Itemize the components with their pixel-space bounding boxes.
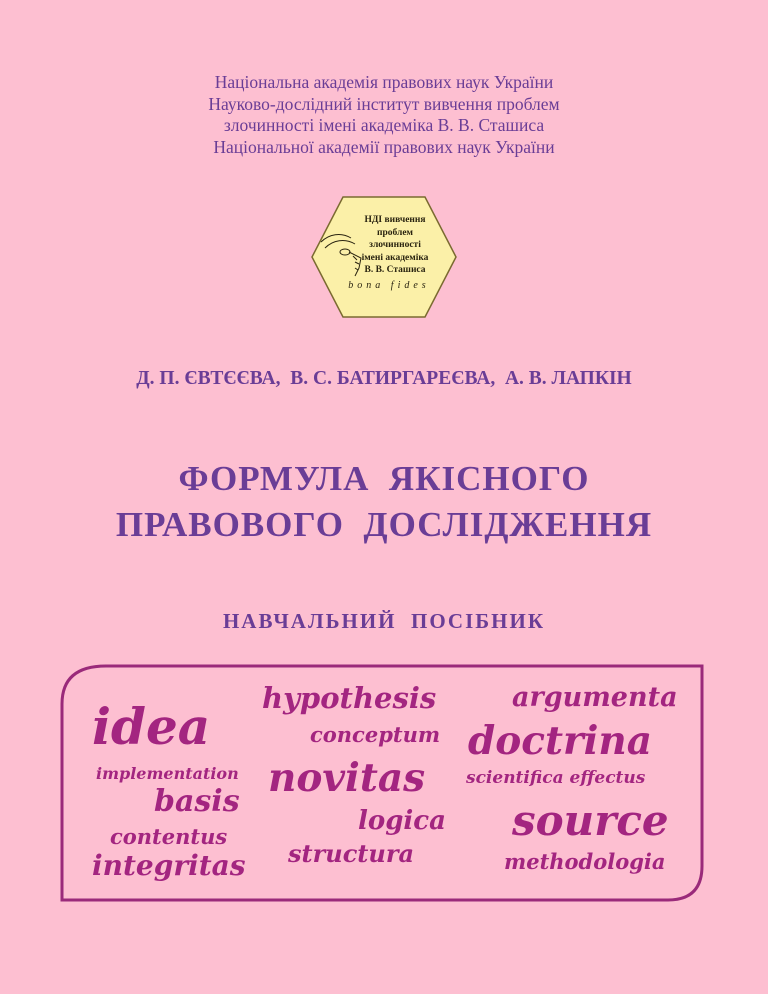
word-basis: basis xyxy=(154,784,240,819)
word-scientifica-effectus: scientifica effectus xyxy=(466,768,646,788)
logo-text-line: НДІ вивчення xyxy=(364,215,426,225)
word-contentus: contentus xyxy=(110,824,228,849)
institution-line: Науково-дослідний інститут вивчення проблем xyxy=(208,93,560,114)
logo-text-line: злочинності xyxy=(369,240,421,250)
logo-text-line: імені академіка xyxy=(361,252,429,263)
word-idea: idea xyxy=(92,697,211,756)
word-doctrina: doctrina xyxy=(468,718,653,764)
institution-line: Національна академія правових наук України xyxy=(214,72,554,92)
word-hypothesis: hypothesis xyxy=(262,681,437,715)
logo-text-line: В. В. Сташиса xyxy=(364,265,426,275)
word-integritas: integritas xyxy=(92,849,246,882)
logo-text xyxy=(355,214,435,277)
title-line: ПРАВОВОГО ДОСЛІДЖЕННЯ xyxy=(115,505,653,544)
word-source: source xyxy=(512,796,669,845)
book-subtitle: НАВЧАЛЬНИЙ ПОСІБНИК xyxy=(222,609,546,633)
institution-header xyxy=(0,72,768,158)
institution-line: злочинності імені академіка В. В. Сташиса xyxy=(223,115,545,135)
word-methodologia: methodologia xyxy=(504,849,666,874)
word-structura: structura xyxy=(288,839,415,868)
institute-logo xyxy=(311,196,457,318)
logo-motto: bona fides xyxy=(348,280,430,291)
word-argumenta: argumenta xyxy=(512,682,678,713)
institution-line: Національної академії правових наук України xyxy=(213,136,555,157)
word-implementation: implementation xyxy=(96,764,239,783)
logo-text-line: проблем xyxy=(376,227,414,238)
title-line: ФОРМУЛА ЯКІСНОГО xyxy=(178,459,590,498)
authors: Д. П. ЄВТЄЄВА, В. С. БАТИРГАРЕЄВА, А. В. ЛАПКІН xyxy=(136,368,632,389)
word-cloud-frame xyxy=(60,664,704,902)
word-novitas: novitas xyxy=(268,755,426,801)
word-conceptum: conceptum xyxy=(310,722,441,747)
word-logica: logica xyxy=(358,806,446,836)
book-title xyxy=(0,456,768,548)
